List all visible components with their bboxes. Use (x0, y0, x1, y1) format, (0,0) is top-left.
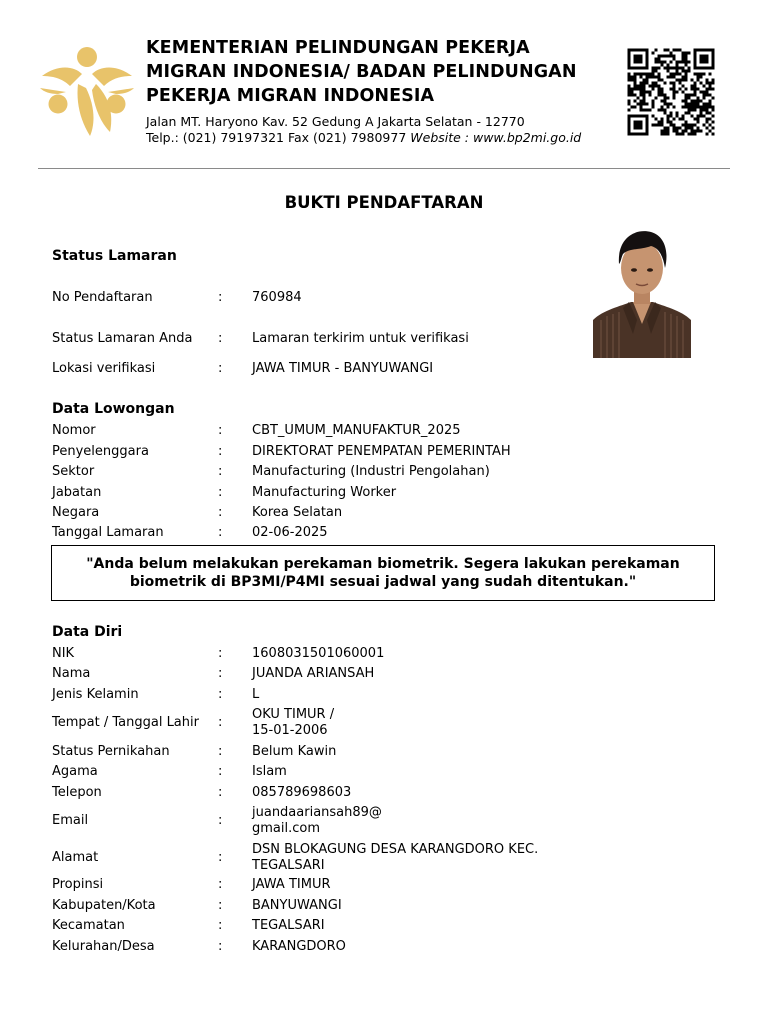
row-value: 760984 (252, 290, 302, 305)
row-label: Nama (52, 666, 91, 681)
row-value: Islam (252, 764, 287, 779)
row-value: 02-06-2025 (252, 525, 328, 540)
street-address: Jalan MT. Haryono Kav. 52 Gedung A Jakarta Selatan - 12770 (146, 114, 525, 129)
row-value (252, 842, 538, 874)
row-value-line-2: gmail.com (252, 821, 321, 836)
row-colon: : (218, 918, 223, 933)
info-row (52, 361, 612, 377)
row-label: Email (52, 813, 89, 828)
info-row (52, 423, 612, 439)
row-value: 1608031501060001 (252, 646, 385, 661)
row-colon: : (218, 331, 223, 346)
row-colon: : (218, 444, 223, 459)
row-label: Propinsi (52, 877, 104, 892)
row-value: JUANDA ARIANSAH (252, 666, 375, 681)
info-row (52, 505, 612, 521)
row-value: BANYUWANGI (252, 898, 342, 913)
row-value: KARANGDORO (252, 939, 346, 954)
row-value: Manufacturing (Industri Pengolahan) (252, 464, 490, 479)
info-row (52, 485, 612, 501)
info-row (52, 666, 612, 682)
row-value-line-1: juandaariansah89@ (252, 805, 382, 820)
row-colon: : (218, 464, 223, 479)
section-heading-status-lamaran: Status Lamaran (52, 248, 177, 264)
row-colon: : (218, 813, 223, 828)
info-row (52, 464, 612, 480)
row-label: Telepon (52, 785, 102, 800)
contact-line (146, 130, 581, 146)
row-colon: : (218, 525, 223, 540)
document-title: BUKTI PENDAFTARAN (284, 193, 484, 212)
row-label: Kecamatan (52, 918, 125, 933)
section-heading-data-diri: Data Diri (52, 624, 123, 640)
row-value (252, 707, 334, 739)
row-value: Korea Selatan (252, 505, 343, 520)
row-colon: : (218, 939, 223, 954)
row-value-line-2: TEGALSARI (252, 858, 325, 873)
row-value: Manufacturing Worker (252, 485, 397, 500)
info-row (52, 918, 612, 934)
info-row (52, 842, 612, 874)
row-value: Lamaran terkirim untuk verifikasi (252, 331, 469, 346)
row-colon: : (218, 361, 223, 376)
row-value-line-2: 15-01-2006 (252, 723, 328, 738)
row-colon: : (218, 785, 223, 800)
row-label: NIK (52, 646, 75, 661)
row-label: Nomor (52, 423, 96, 438)
row-label: Kelurahan/Desa (52, 939, 155, 954)
organization-name (146, 36, 616, 108)
info-row (52, 939, 612, 955)
row-label: Penyelenggara (52, 444, 149, 459)
row-colon: : (218, 423, 223, 438)
row-value: JAWA TIMUR (252, 877, 331, 892)
bp2mi-logo (36, 44, 138, 138)
row-colon: : (218, 290, 223, 305)
row-label: Sektor (52, 464, 95, 479)
row-value: TEGALSARI (252, 918, 325, 933)
row-value: L (252, 687, 260, 702)
row-label: No Pendaftaran (52, 290, 153, 305)
org-name-line-2: MIGRAN INDONESIA/ BADAN PELINDUNGAN (146, 62, 577, 82)
info-row (52, 444, 612, 460)
qr-code (625, 48, 717, 136)
row-label: Tanggal Lamaran (52, 525, 164, 540)
row-value: DIREKTORAT PENEMPATAN PEMERINTAH (252, 444, 511, 459)
row-value-line-1: DSN BLOKAGUNG DESA KARANGDORO KEC. (252, 842, 539, 857)
biometric-notice: "Anda belum melakukan perekaman biometrik. Segera lakukan perekaman biometrik di BP3MI/P4MI sesuai jadwal yang sudah ditentukan." (51, 545, 715, 601)
org-name-line-1: KEMENTERIAN PELINDUNGAN PEKERJA (146, 38, 530, 58)
section-heading-data-lowongan: Data Lowongan (52, 401, 175, 417)
row-value: Belum Kawin (252, 744, 337, 759)
row-label: Kabupaten/Kota (52, 898, 156, 913)
row-label: Status Pernikahan (52, 744, 170, 759)
row-colon: : (218, 898, 223, 913)
website: Website : www.bp2mi.go.id (410, 130, 582, 145)
row-colon: : (218, 666, 223, 681)
row-colon: : (218, 646, 223, 661)
info-row (52, 525, 612, 541)
row-value: CBT_UMUM_MANUFAKTUR_2025 (252, 423, 461, 438)
row-label: Lokasi verifikasi (52, 361, 156, 376)
row-label: Agama (52, 764, 98, 779)
info-row (52, 744, 612, 760)
info-row (52, 785, 612, 801)
row-value: JAWA TIMUR - BANYUWANGI (252, 361, 434, 376)
info-row (52, 805, 612, 837)
info-row (52, 646, 612, 662)
info-row (52, 687, 612, 703)
info-row (52, 707, 612, 739)
row-value: 085789698603 (252, 785, 352, 800)
row-label: Jabatan (52, 485, 102, 500)
row-value-line-1: OKU TIMUR / (252, 707, 335, 722)
info-row (52, 331, 612, 347)
phone-fax: Telp.: (021) 79197321 Fax (021) 7980977 (146, 130, 411, 145)
row-colon: : (218, 485, 223, 500)
header-divider (38, 168, 730, 169)
info-row (52, 877, 612, 893)
row-colon: : (218, 505, 223, 520)
row-colon: : (218, 687, 223, 702)
info-row (52, 764, 612, 780)
row-label: Tempat / Tanggal Lahir (52, 715, 199, 730)
row-label: Jenis Kelamin (52, 687, 139, 702)
info-row (52, 898, 612, 914)
row-label: Negara (52, 505, 100, 520)
row-value (252, 805, 382, 837)
row-colon: : (218, 744, 223, 759)
org-name-line-3: PEKERJA MIGRAN INDONESIA (146, 86, 435, 106)
row-colon: : (218, 764, 223, 779)
row-label: Alamat (52, 850, 99, 865)
row-colon: : (218, 850, 223, 865)
row-label: Status Lamaran Anda (52, 331, 193, 346)
info-row (52, 290, 612, 306)
row-colon: : (218, 715, 223, 730)
row-colon: : (218, 877, 223, 892)
organization-address (146, 114, 581, 146)
